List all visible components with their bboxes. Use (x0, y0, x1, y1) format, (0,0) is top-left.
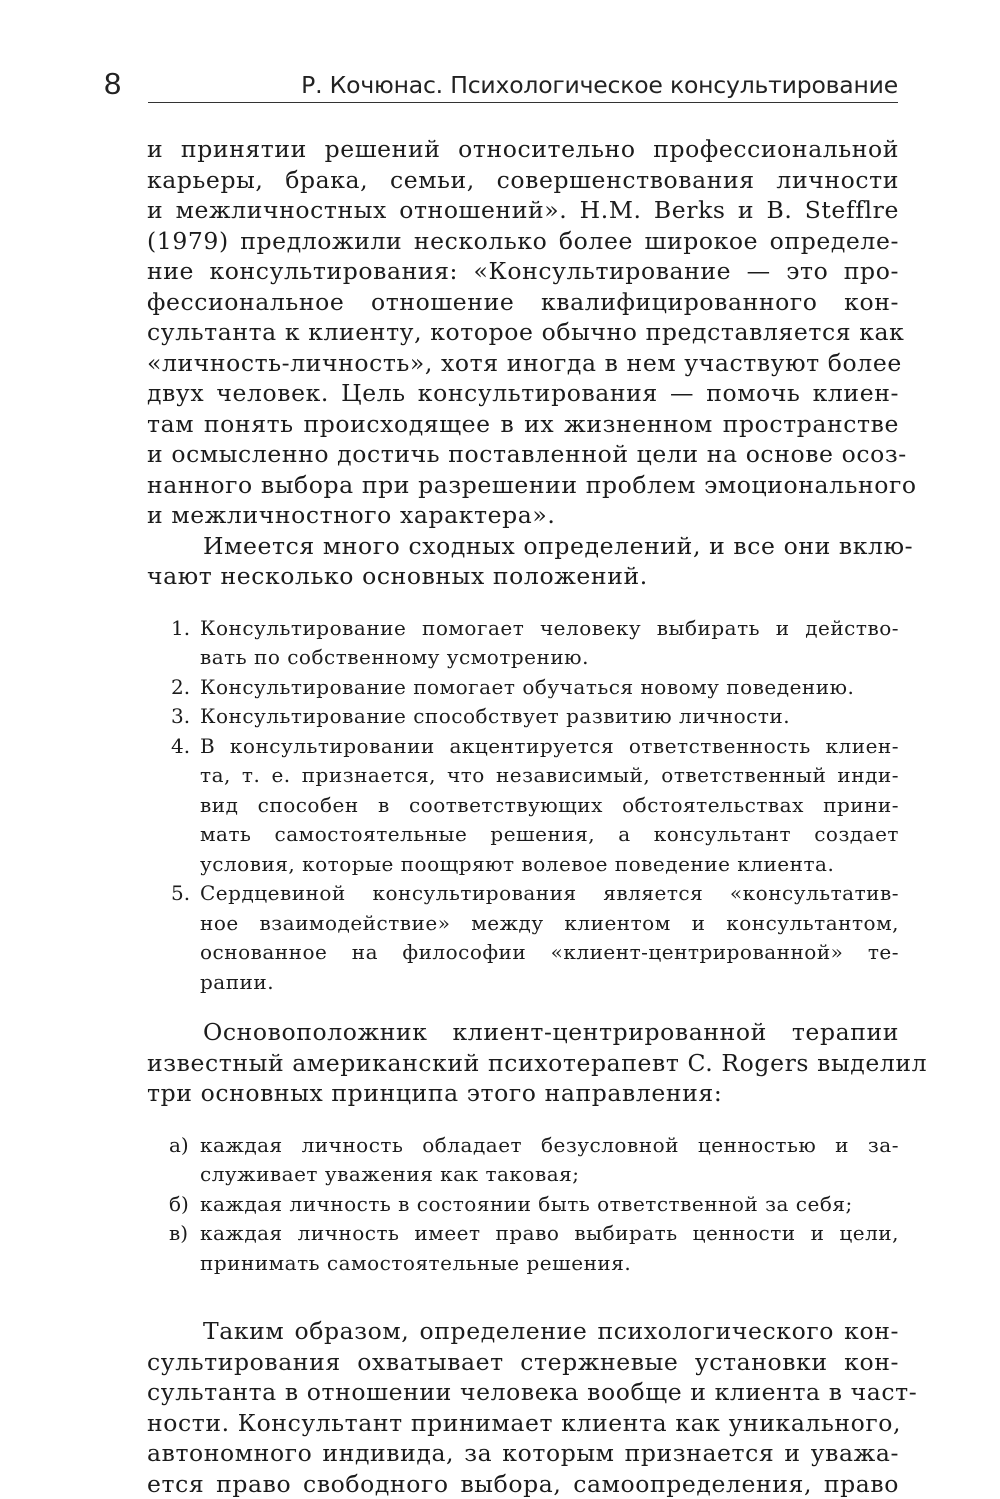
text-line: рапии. (200, 968, 899, 998)
text-line: и принятии решений относительно профессиональной (147, 134, 899, 165)
list-item (147, 673, 899, 703)
text-line: и межличностного характера». (147, 500, 899, 531)
header-rule (148, 102, 898, 103)
text-line: основанное на философии «клиент-центрированной» те- (200, 938, 899, 968)
text-line: мать самостоятельные решения, а консультант создает (200, 820, 899, 850)
paragraph-rogers (147, 1017, 899, 1109)
text-line: вид способен в соответствующих обстоятельствах прини- (200, 791, 899, 821)
text-line: ется право свободного выбора, самоопределения, право (147, 1469, 899, 1499)
text-line: нанного выбора при разрешении проблем эмоционального (147, 470, 899, 501)
text-line: ние консультирования: «Консультирование — это про- (147, 256, 899, 287)
text-line: сультирования охватывает стержневые установки кон- (147, 1347, 899, 1378)
list-item (147, 702, 899, 732)
list-marker: 2. (171, 673, 190, 703)
text-line: Консультирование помогает человеку выбирать и действо- (200, 614, 899, 644)
paragraph-many-definitions (147, 531, 899, 592)
text-line: та, т. е. признается, что независимый, ответственный инди- (200, 761, 899, 791)
list-item (147, 614, 899, 673)
text-line: (1979) предложили несколько более широкое определе- (147, 226, 899, 257)
text-line: карьеры, брака, семьи, совершенствования личности (147, 165, 899, 196)
text-line: Основоположник клиент-центрированной терапии (147, 1017, 899, 1048)
list-marker: 3. (171, 702, 190, 732)
text-line: Консультирование помогает обучаться новому поведению. (200, 673, 899, 703)
text-line: фессиональное отношение квалифицированного кон- (147, 287, 899, 318)
text-line: условия, которые поощряют волевое поведение клиента. (200, 850, 899, 880)
list-item (147, 1219, 899, 1278)
text-line: там понять происходящее в их жизненном пространстве (147, 409, 899, 440)
list-item (147, 1131, 899, 1190)
text-line: ности. Консультант принимает клиента как уникального, (147, 1408, 899, 1439)
text-line: каждая личность обладает безусловной ценностью и за- (200, 1131, 899, 1161)
paragraph-conclusion (147, 1316, 899, 1499)
text-line: каждая личность имеет право выбирать ценности и цели, (200, 1219, 899, 1249)
text-line: «личность-личность», хотя иногда в нем участвуют более (147, 348, 899, 379)
page-number: 8 (104, 66, 121, 102)
text-line: сультанта к клиенту, которое обычно представляется как (147, 317, 899, 348)
text-line: служивает уважения как таковая; (200, 1160, 899, 1190)
text-line: сультанта в отношении человека вообще и клиента в част- (147, 1377, 899, 1408)
paragraph-definition-quote (147, 134, 899, 531)
page-header (104, 66, 898, 106)
list-item (147, 1190, 899, 1220)
text-line: двух человек. Цель консультирования — помочь клиен- (147, 378, 899, 409)
text-line: и осмысленно достичь поставленной цели на основе осоз- (147, 439, 899, 470)
text-line: известный американский психотерапевт C. Rogers выделил (147, 1048, 899, 1079)
text-line: Таким образом, определение психологического кон- (147, 1316, 899, 1347)
text-line: ное взаимодействие» между клиентом и консультантом, (200, 909, 899, 939)
text-line: В консультировании акцентируется ответственность клиен- (200, 732, 899, 762)
list-marker: б) (169, 1190, 189, 1220)
text-line: Имеется много сходных определений, и все они вклю- (147, 531, 899, 562)
text-line: и межличностных отношений». H.M. Berks и B. Stefflre (147, 195, 899, 226)
list-marker: а) (169, 1131, 189, 1161)
list-item (147, 732, 899, 880)
text-line: чают несколько основных положений. (147, 561, 899, 592)
list-marker: 5. (171, 879, 190, 909)
list-marker: в) (169, 1219, 188, 1249)
text-line: вать по собственному усмотрению. (200, 643, 899, 673)
lettered-list (147, 1131, 899, 1279)
list-item (147, 879, 899, 997)
list-marker: 1. (171, 614, 190, 644)
text-line: принимать самостоятельные решения. (200, 1249, 899, 1279)
text-line: три основных принципа этого направления: (147, 1078, 899, 1109)
text-line: каждая личность в состоянии быть ответственной за себя; (200, 1190, 899, 1220)
numbered-list (147, 614, 899, 998)
text-line: Консультирование способствует развитию личности. (200, 702, 899, 732)
text-line: Сердцевиной консультирования является «консультатив- (200, 879, 899, 909)
text-line: автономного индивида, за которым признается и уважа- (147, 1438, 899, 1469)
running-title: Р. Кочюнас. Психологическое консультирование (301, 70, 898, 100)
list-marker: 4. (171, 732, 190, 762)
body-text (147, 134, 899, 1499)
